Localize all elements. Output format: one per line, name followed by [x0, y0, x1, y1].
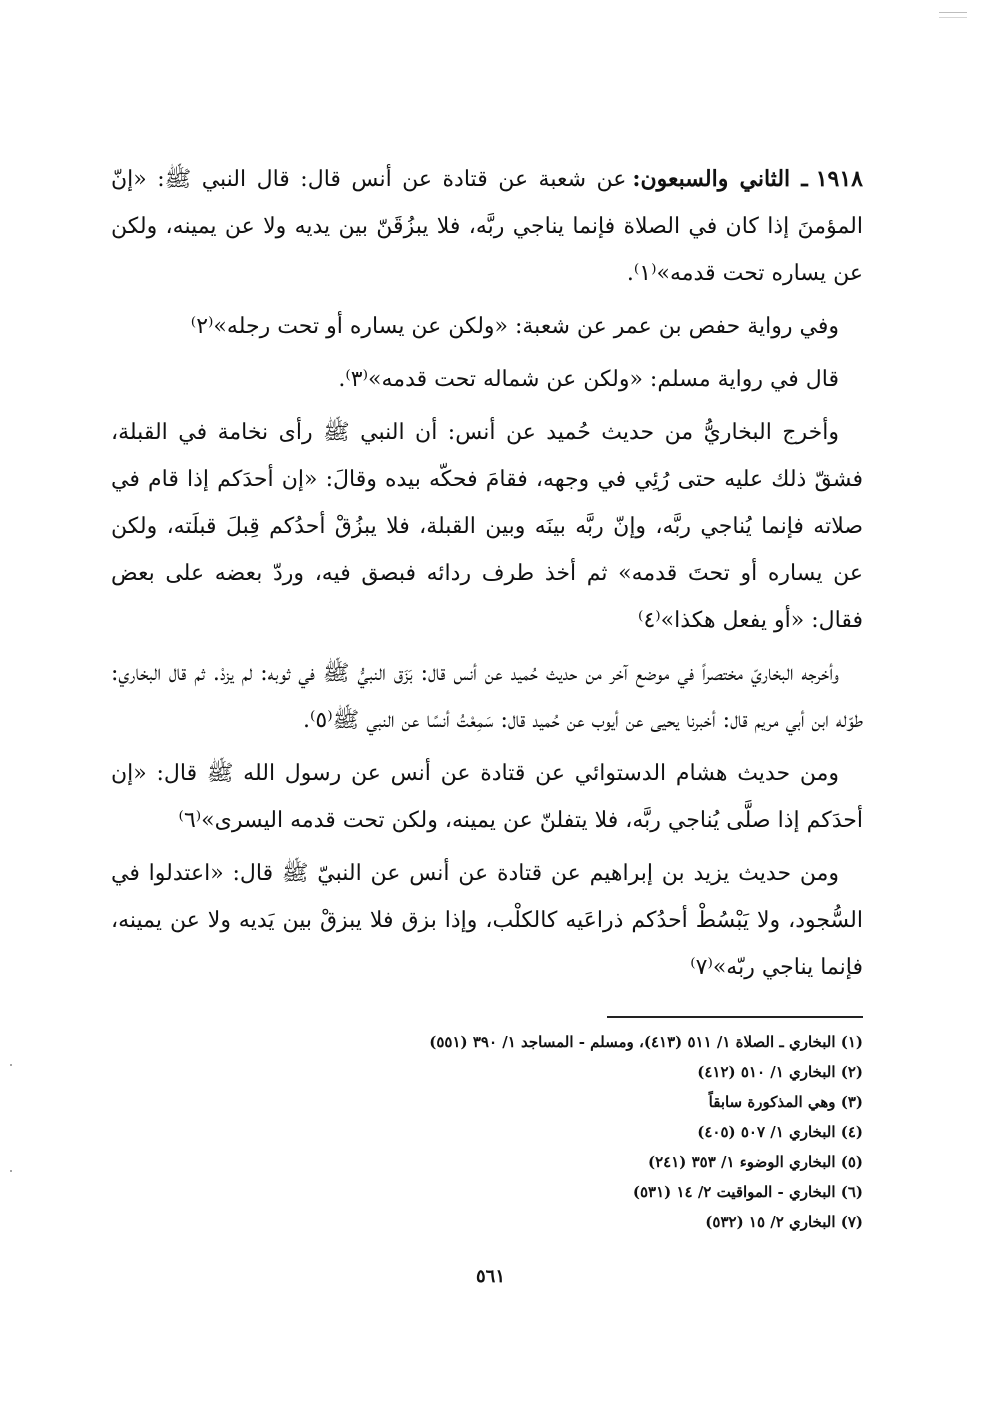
scan-corner-mark [939, 12, 967, 17]
hadith-paragraph-1 [111, 156, 863, 297]
hadith-number: ١٩١٨ [815, 166, 863, 192]
hadith-paragraph-6: ومن حديث هشام الدستوائي عن قتادة عن أنس عن رسول الله ﷺ قال: «إن أحدَكم إذا صلَّى يُناجي ربَّه، فلا يتفلنّ عن يمينه، ولكن تحت قدمه اليسرى»⁽٦⁾ [111, 761, 863, 833]
hadith-paragraph-4: وأخرج البخاريُّ من حديث حُميد عن أنس: أن النبي ﷺ رأى نخامة في القبلة، فشقّ ذلك عليه حتى رُئِي في وجهه، فقامَ فحكّه بيده وقالَ: «إن أحدَكم إذا قام في صلاته فإنما يُناجي ربَّه، وإنّ ربَّه بينَه وبين القبلة، فلا يبزُقْ أحدُكم قِبلَ قبلَته، ولكن عن يساره أو تحتَ قدمه» ثم أخذ طرف ردائه فبصق فيه، وردّ بعضه على بعض فقال: «أو يفعل هكذا»⁽٤⁾ [111, 420, 863, 633]
footnote-item: (٥) البخاري الوضوء ١/ ٣٥٣ (٢٤١) [647, 1153, 863, 1171]
hadith-paragraph-7: ومن حديث يزيد بن إبراهيم عن قتادة عن أنس عن النبيّ ﷺ قال: «اعتدلوا في السُّجود، ولا يَبْسُطْ أحدُكم ذراعَيه كالكلْب، وإذا بزق فلا يبزقْ بين يَديه ولا عن يمينه، فإنما يناجي ربّه»⁽٧⁾ [111, 861, 863, 980]
scan-speck [10, 1064, 12, 1066]
footnote-item: (٦) البخاري - المواقيت ٢/ ١٤ (٥٣١) [632, 1183, 863, 1201]
hadith-title: ـ الثاني والسبعون: [632, 166, 808, 192]
footnote-item: (٤) البخاري ١/ ٥٠٧ (٤٠٥) [697, 1123, 863, 1141]
scan-speck [10, 1170, 12, 1172]
hadith-paragraph-5: وأخرجه البخاريّ مختصراً في موضع آخر من حديث حُميد عن أنس قال: بَزَق النبيُّ ﷺ في ثوبه: لم يزدْ. ثم قال البخاري: طوّله ابن أبي مريم قال: أخبرنا يحيى عن أيوب عن حُميد قال: سَمِعْتُ أنسًا عن النبي ﷺ⁽٥⁾. [111, 661, 863, 733]
footnote-item: (٣) وهي المذكورة سابقاً [708, 1093, 863, 1111]
hadith-paragraph-3: قال في رواية مسلم: «ولكن عن شماله تحت قدمه»⁽٣⁾. [338, 367, 839, 392]
hadith-paragraph-2: وفي رواية حفص بن عمر عن شعبة: «ولكن عن يساره أو تحت رجله»⁽٢⁾ [190, 314, 839, 339]
footnote-item: (١) البخاري ـ الصلاة ١/ ٥١١ (٤١٣)، ومسلم - المساجد ١/ ٣٩٠ (٥٥١) [429, 1033, 863, 1051]
hadith-text-1: عن شعبة عن قتادة عن أنس قال: قال النبي ﷺ: «إنّ المؤمنَ إذا كان في الصلاة فإنما يناجي ربَّه، فلا يبزُقَنّ بين يديه ولا عن يمينه، ولكن عن يساره تحت قدمه»⁽١⁾. [111, 167, 863, 286]
footnote-item: (٢) البخاري ١/ ٥١٠ (٤١٢) [697, 1063, 863, 1081]
footnotes-list [303, 1027, 863, 1237]
main-text [111, 156, 863, 997]
footnote-divider [607, 1016, 863, 1018]
page-number: ٥٦١ [475, 1266, 505, 1287]
footnote-item: (٧) البخاري ٢/ ١٥ (٥٣٢) [705, 1213, 863, 1231]
